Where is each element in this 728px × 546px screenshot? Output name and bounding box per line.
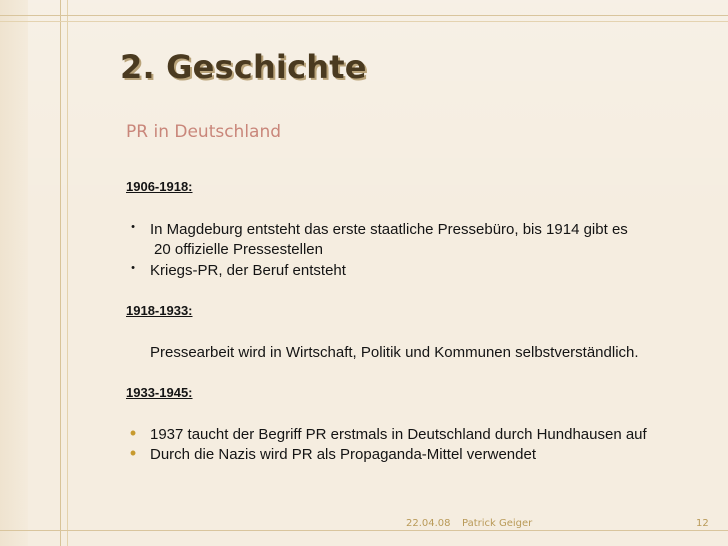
- period-heading: 1906-1918:: [126, 179, 193, 194]
- horizontal-rule: [0, 21, 728, 22]
- list-item-text: 1937 taucht der Begriff PR erstmals in Deutschland durch Hundhausen auf: [150, 426, 647, 443]
- horizontal-rule: [0, 15, 728, 16]
- bullet-icon: •: [129, 443, 137, 463]
- slide-subtitle: PR in Deutschland: [126, 122, 282, 142]
- list-item-text: In Magdeburg entsteht das erste staatliche Pressebüro, bis 1914 gibt es: [150, 221, 628, 238]
- footer-date: 22.04.08: [406, 518, 451, 529]
- bullet-icon: •: [131, 221, 135, 233]
- footer-page-number: 12: [696, 518, 709, 529]
- list-item-continuation: 20 offizielle Pressestellen: [154, 241, 323, 258]
- left-decorative-band: [0, 0, 28, 546]
- list-item-text: Kriegs-PR, der Beruf entsteht: [150, 262, 346, 279]
- list-item-text: Durch die Nazis wird PR als Propaganda-Mittel verwendet: [150, 446, 537, 463]
- slide-title: 2. Geschichte: [120, 48, 367, 86]
- footer-author: Patrick Geiger: [462, 518, 533, 529]
- bullet-icon: •: [129, 423, 137, 443]
- paragraph: Pressearbeit wird in Wirtschaft, Politik und Kommunen selbstverständlich.: [150, 344, 639, 361]
- vertical-rule: [67, 0, 68, 546]
- bullet-icon: •: [131, 262, 135, 274]
- horizontal-rule: [0, 530, 728, 531]
- vertical-rule: [60, 0, 61, 546]
- period-heading: 1918-1933:: [126, 303, 193, 318]
- period-heading: 1933-1945:: [126, 385, 193, 400]
